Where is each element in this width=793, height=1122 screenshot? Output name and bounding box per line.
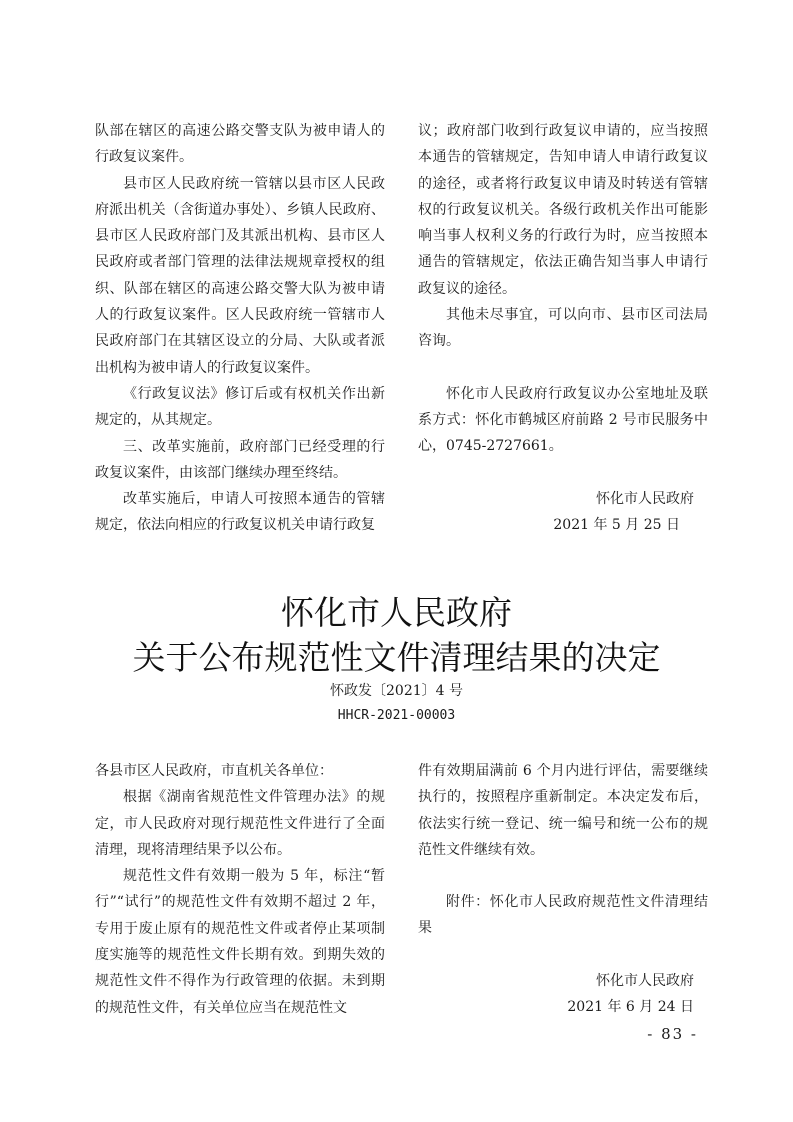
paragraph: 队部在辖区的高速公路交警支队为被申请人的行政复议案件。 [95, 123, 385, 166]
page-number: - 83 - [647, 1025, 698, 1043]
bottom-right-column [418, 758, 708, 1020]
contact-info: 怀化市人民政府行政复议办公室地址及联系方式：怀化市鹤城区府前路 2 号市民服务中心，0745-2727661。 [418, 385, 708, 455]
paragraph: 《行政复议法》修订后或有权机关作出新规定的，从其规定。 [95, 385, 385, 429]
document-title-line1: 怀化市人民政府 [281, 593, 512, 632]
signature-date: 2021 年 6 月 24 日 [567, 999, 694, 1016]
paragraph: 议；政府部门收到行政复议申请的，应当按照本通告的管辖规定，告知申请人申请行政复议的途径，或者将行政复议申请及时转送有管辖权的行政复议机关。各级行政机关作出可能影响当事人权利义务的行政行为时，应当按照本通告的管辖规定，依法正确告知当事人申请行政复议的途径。 [418, 123, 708, 297]
top-left-column [95, 118, 385, 539]
paragraph: 三、改革实施前，政府部门已经受理的行政复议案件，由该部门继续办理至终结。 [95, 438, 385, 481]
salutation: 各县市区人民政府，市直机关各单位： [95, 763, 333, 779]
attachment-note: 附件：怀化市人民政府规范性文件清理结果 [418, 894, 708, 937]
signature-issuer: 怀化市人民政府 [596, 490, 694, 507]
registration-code: HHCR-2021-00003 [337, 708, 456, 723]
signature-date: 2021 年 5 月 25 日 [553, 516, 680, 533]
signature-issuer: 怀化市人民政府 [596, 972, 694, 989]
paragraph: 其他未尽事宜，可以向市、县市区司法局咨询。 [418, 307, 708, 350]
paragraph: 县市区人民政府统一管辖以县市区人民政府派出机关（含街道办事处）、乡镇人民政府、县市区人民政府部门及其派出机构、县市区人民政府或者部门管理的法律法规规章授权的组织、队部在辖区的高速公路交警大队为被申请人的行政复议案件。区人民政府统一管辖市人民政府部门在其辖区设立的分局、大队或者派出机构为被申请人的行政复议案件。 [95, 175, 385, 376]
paragraph: 规范性文件有效期一般为 5 年，标注“暂行”“试行”的规范性文件有效期不超过 2 年，专用于废止原有的规范性文件或者停止某项制度实施等的规范性文件长期有效。到期失效的规范性文件不得作为行政管理的依据。未到期的规范性文件，有关单位应当在规范性文 [95, 868, 385, 1016]
paragraph: 件有效期届满前 6 个月内进行评估，需要继续执行的，按照程序重新制定。本决定发布后，依法实行统一登记、统一编号和统一公布的规范性文件继续有效。 [418, 763, 708, 858]
document-number: 怀政发〔2021〕4 号 [330, 683, 463, 699]
bottom-left-column [95, 758, 385, 1021]
paragraph: 根据《湖南省规范性文件管理办法》的规定，市人民政府对现行规范性文件进行了全面清理，现将清理结果予以公布。 [95, 789, 385, 858]
document-title-line2: 关于公布规范性文件清理结果的决定 [132, 638, 661, 677]
paragraph: 改革实施后，申请人可按照本通告的管辖规定，依法向相应的行政复议机关申请行政复 [95, 491, 385, 534]
top-right-column [418, 118, 708, 538]
